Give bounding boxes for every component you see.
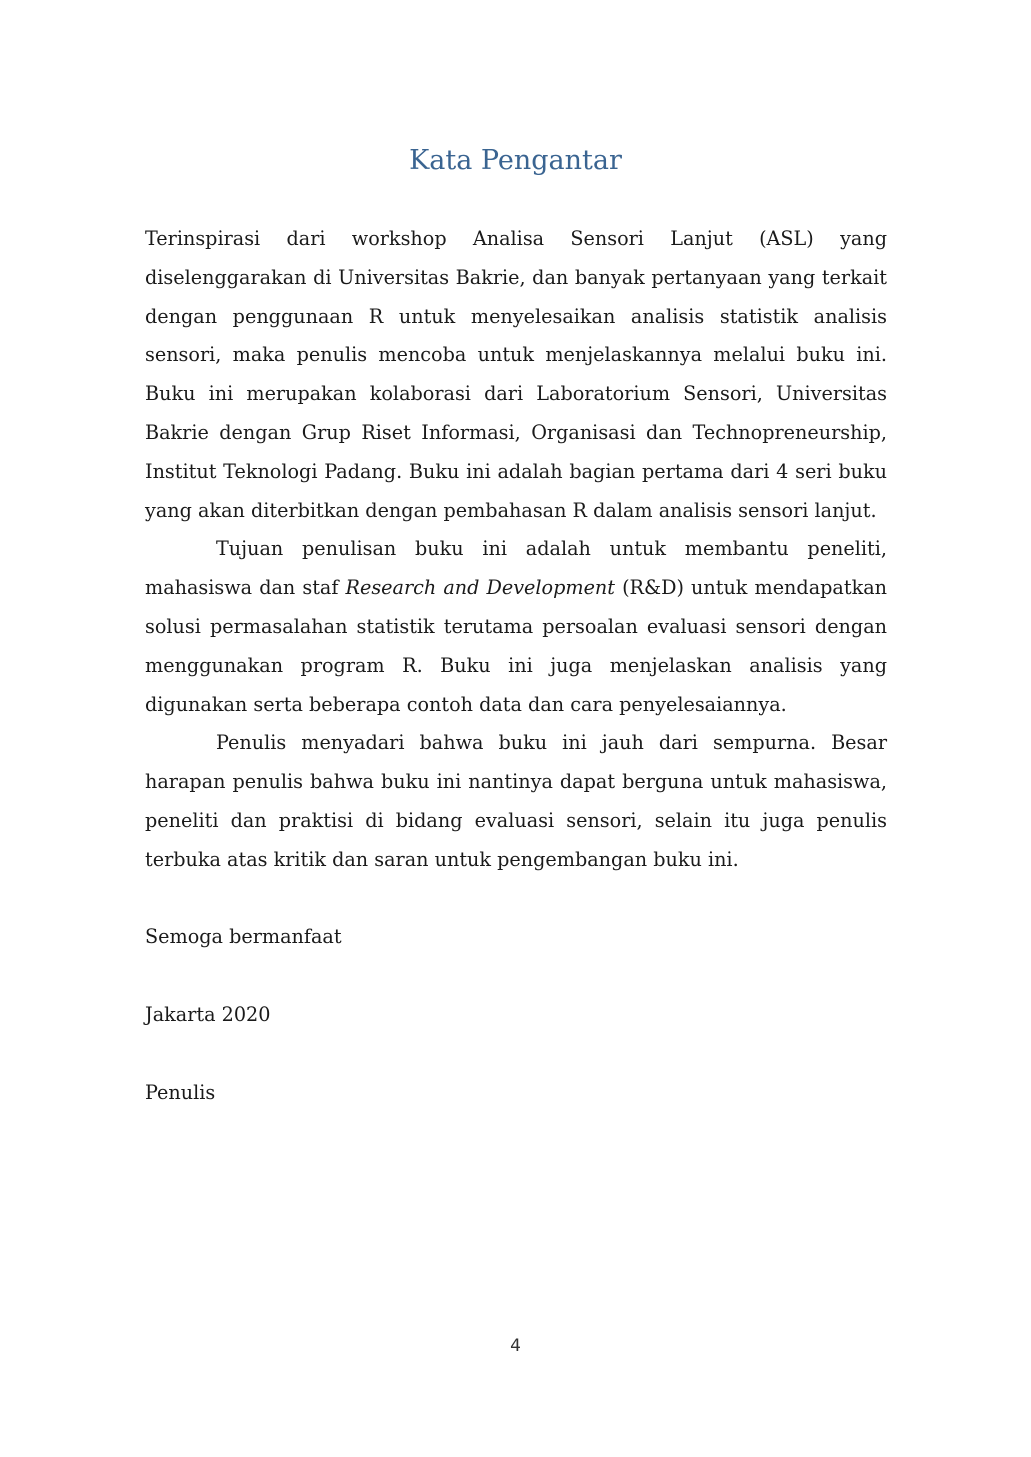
signature: Penulis xyxy=(145,1080,216,1104)
closing-line: Semoga bermanfaat xyxy=(145,925,342,949)
paragraph-purpose xyxy=(145,530,887,724)
body-text xyxy=(145,220,887,1112)
place-date: Jakarta 2020 xyxy=(145,1002,271,1026)
italic-term: Research and Development xyxy=(345,576,615,600)
paragraph-purpose-end: (R&D) untuk mendapatkan solusi permasalahan statistik terutama persoalan evaluasi sensori dengan menggunakan program R. Buku ini juga menjelaskan analisis yang digunakan serta beberapa contoh data dan cara penyelesaiannya. xyxy=(145,576,887,716)
paragraph-intro: Terinspirasi dari workshop Analisa Sensori Lanjut (ASL) yang diselenggarakan di Universitas Bakrie, dan banyak pertanyaan yang terkait dengan penggunaan R untuk menyelesaikan analisis statistik analisis sensori, maka penulis mencoba untuk menjelaskannya melalui buku ini. Buku ini merupakan kolaborasi dari Laboratorium Sensori, Universitas Bakrie dengan Grup Riset Informasi, Organisasi dan Technopreneurship, Institut Teknologi Padang. Buku ini adalah bagian pertama dari 4 seri buku yang akan diterbitkan dengan pembahasan R dalam analisis sensori lanjut. xyxy=(145,227,887,522)
paragraph-purpose-start: Tujuan penulisan buku ini adalah untuk membantu peneliti, mahasiswa dan staf xyxy=(145,537,887,600)
paragraph-acknowledgement: Penulis menyadari bahwa buku ini jauh dari sempurna. Besar harapan penulis bahwa buku ini nantinya dapat berguna untuk mahasiswa, peneliti dan praktisi di bidang evaluasi sensori, selain itu juga penulis terbuka atas kritik dan saran untuk pengembangan buku ini. xyxy=(145,731,887,871)
page-number: 4 xyxy=(510,1336,521,1356)
page-title: Kata Pengantar xyxy=(409,145,622,176)
